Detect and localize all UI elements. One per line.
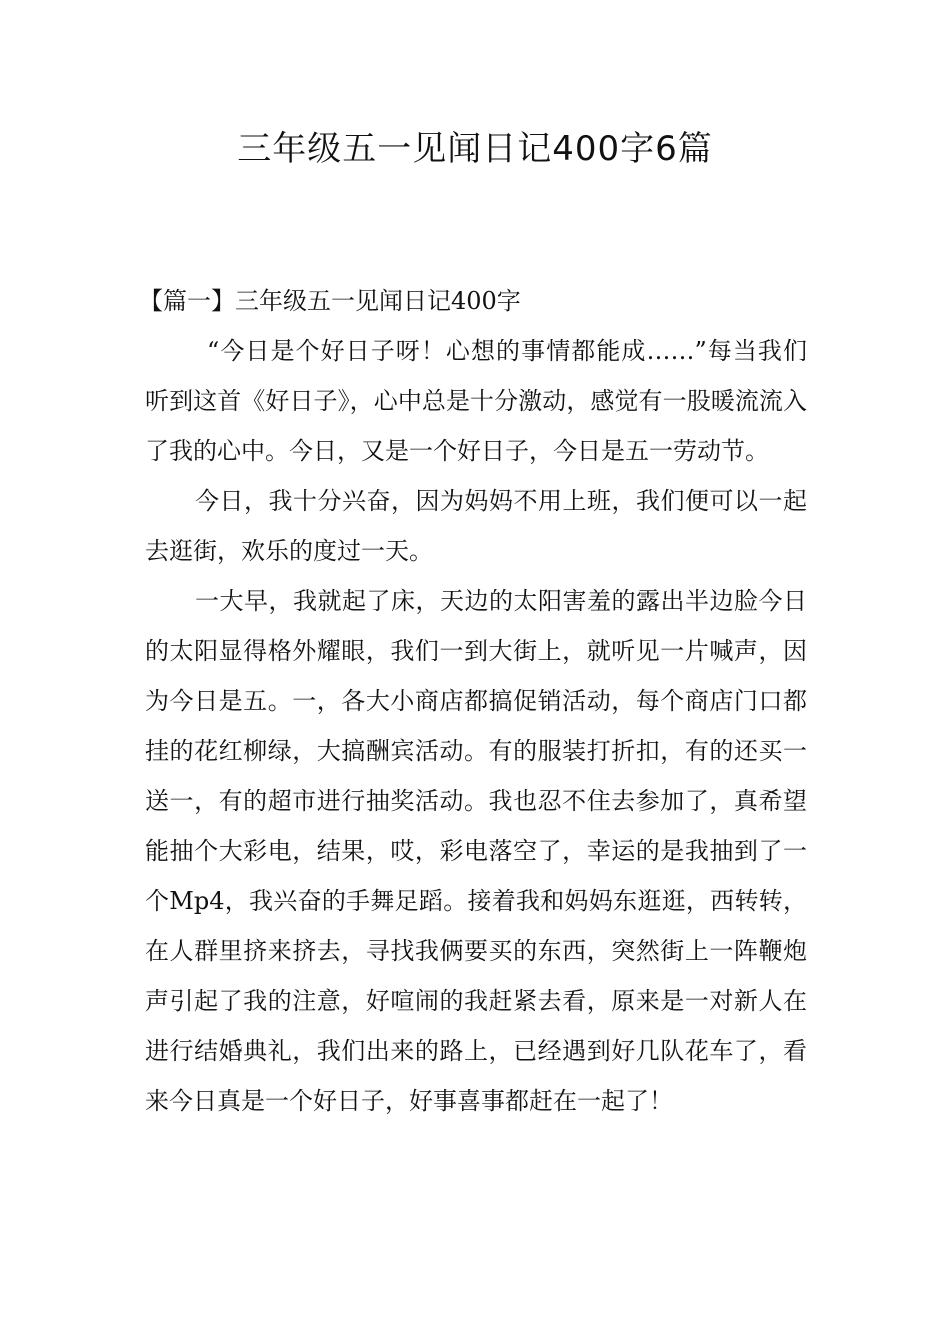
paragraph-3: 一大早，我就起了床，天边的太阳害羞的露出半边脸今日的太阳显得格外耀眼，我们一到大街上，就听见一片喊声，因为今日是五。一，各大小商店都搞促销活动，每个商店门口都挂的花红柳绿，大搞酬宾活动。有的服装打折扣，有的还买一送一，有的超市进行抽奖活动。我也忍不住去参加了，真希望能抽个大彩电，结果，哎，彩电落空了，幸运的是我抽到了一个Mp4，我兴奋的手舞足蹈。接着我和妈妈东逛逛，西转转，在人群里挤来挤去，寻找我俩要买的东西，突然街上一阵鞭炮声引起了我的注意，好喧闹的我赶紧去看，原来是一对新人在进行结婚典礼，我们出来的路上，已经遇到好几队花车了，看来今日真是一个好日子，好事喜事都赶在一起了！ bbox=[145, 587, 807, 1115]
document-title: 三年级五一见闻日记400字6篇 bbox=[237, 129, 713, 169]
section-heading: 【篇一】三年级五一见闻日记400字 bbox=[139, 287, 521, 315]
document-body bbox=[139, 276, 807, 1126]
paragraph-2: 今日，我十分兴奋，因为妈妈不用上班，我们便可以一起去逛街，欢乐的度过一天。 bbox=[145, 487, 807, 565]
paragraph-1: “今日是个好日子呀！心想的事情都能成……”每当我们听到这首《好日子》，心中总是十分激动，感觉有一股暖流流入了我的心中。今日，又是一个好日子，今日是五一劳动节。 bbox=[145, 337, 807, 465]
